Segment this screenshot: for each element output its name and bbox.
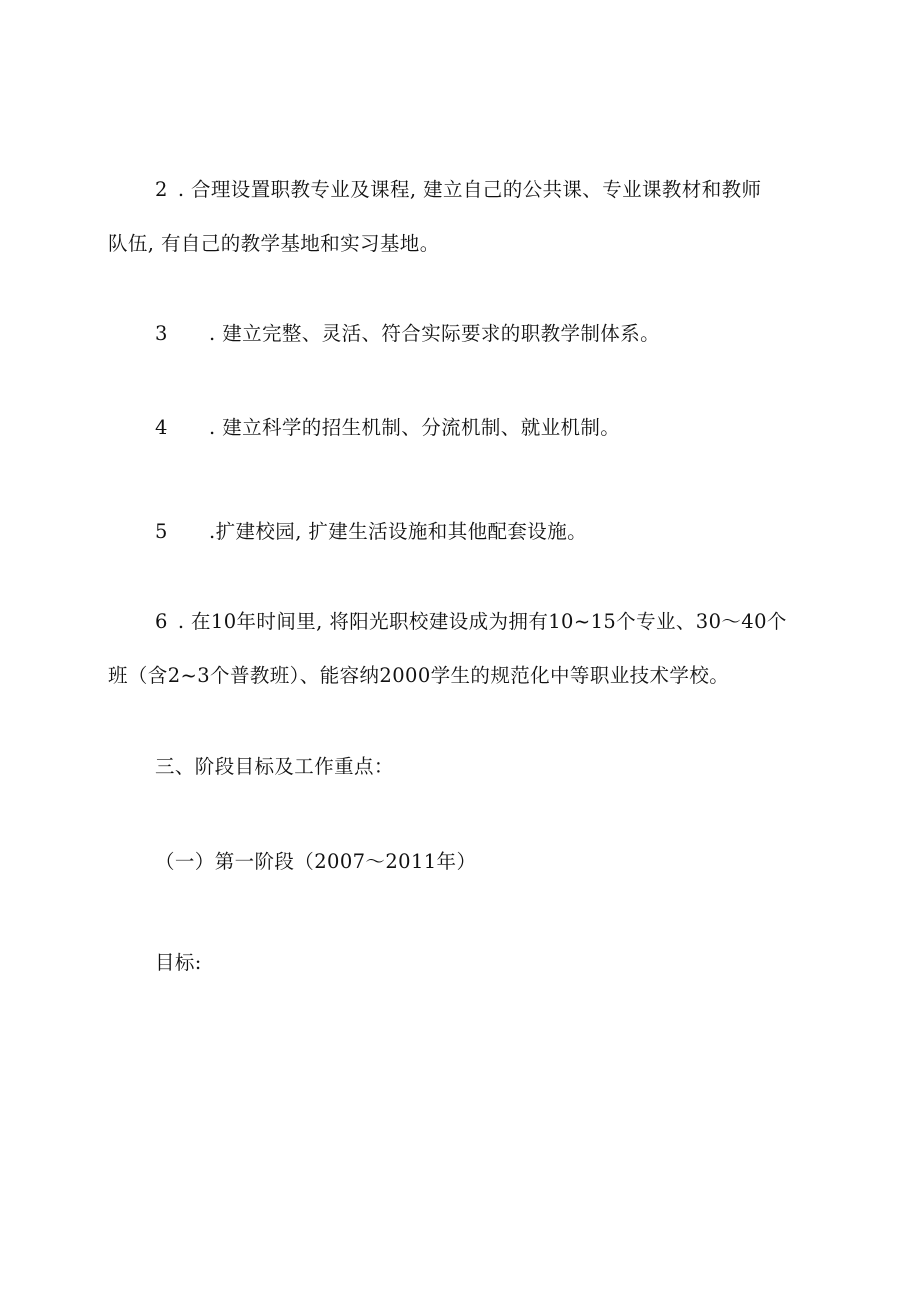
- item-5-number: 5: [155, 520, 168, 543]
- item-4: [155, 416, 620, 440]
- section-heading: 三、阶段目标及工作重点：: [155, 755, 394, 778]
- stage-heading: （一）第一阶段（2007～2011年）: [155, 850, 477, 873]
- item-3-number: 3: [155, 322, 168, 345]
- item-2-text-line-1: . 合理设置职教专业及课程, 建立自己的公共课、专业课教材和教师: [177, 178, 762, 201]
- item-6-line-1: [155, 610, 787, 634]
- item-3-text: . 建立完整、灵活、符合实际要求的职教学制体系。: [209, 322, 660, 345]
- item-2-number: 2: [155, 178, 168, 201]
- item-4-number: 4: [155, 416, 168, 439]
- item-3: [155, 322, 660, 346]
- item-6-number: 6: [155, 610, 168, 633]
- item-4-text: . 建立科学的招生机制、分流机制、就业机制。: [209, 416, 621, 439]
- item-6-text-line-1: . 在10年时间里, 将阳光职校建设成为拥有10~15个专业、30～40个: [177, 610, 787, 633]
- item-2-line-2: 队伍, 有自己的教学基地和实习基地。: [108, 232, 440, 255]
- item-5-text: .扩建校园, 扩建生活设施和其他配套设施。: [209, 520, 587, 543]
- goals-label: 目标:: [155, 951, 202, 974]
- item-2-line-1: [155, 178, 761, 202]
- item-5: [155, 520, 587, 544]
- item-6-line-2: 班（含2~3个普教班）、能容纳2000学生的规范化中等职业技术学校。: [108, 664, 730, 687]
